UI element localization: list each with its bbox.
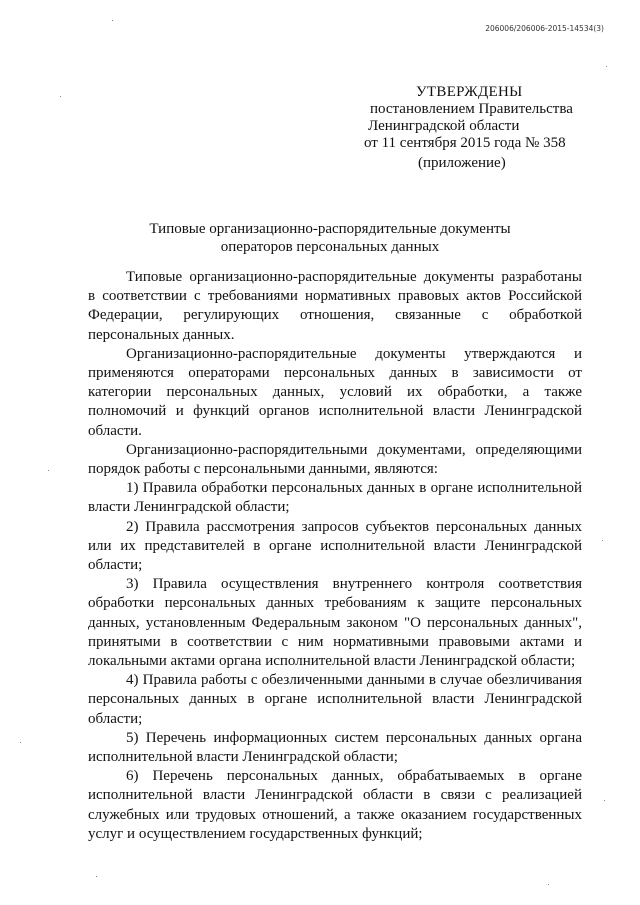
body-paragraph: Организационно-распорядительные документы утверждаются и применяются операторами персональных данных в зависимости от категории персональных данных, условий их обработки, а также полномочий и функций органов исполнительной власти Ленинградской области. xyxy=(88,345,582,439)
approval-line: Ленинградской области xyxy=(368,118,520,134)
approval-note: (приложение) xyxy=(418,155,506,171)
list-item: 2) Правила рассмотрения запросов субъектов персональных данных или их представителей в органе исполнительной власти Ленинградской области; xyxy=(88,518,582,574)
list-item: 1) Правила обработки персональных данных в органе исполнительной власти Ленинградской области; xyxy=(88,480,582,516)
list-item: 6) Перечень персональных данных, обрабатываемых в органе исполнительной власти Ленинградской области в связи с реализацией служебных или трудовых отношений, а также оказанием государственных услуг и осуществлением государственных функций; xyxy=(88,768,582,842)
approval-date: от 11 сентября 2015 года № 358 xyxy=(364,135,566,151)
document-body xyxy=(88,268,582,844)
list-item: 4) Правила работы с обезличенными данными в случае обезличивания персональных данных в органе исполнительной власти Ленинградской области; xyxy=(88,672,582,727)
body-paragraph: Типовые организационно-распорядительные документы разработаны в соответствии с требованиями нормативных правовых актов Российской Федерации, регулирующих отношения, связанные с обработкой персональных данных. xyxy=(88,269,582,343)
body-paragraph: Организационно-распорядительными документами, определяющими порядок работы с персональными данными, являются: xyxy=(88,441,582,478)
document-id: 206006/206006-2015-14534(3) xyxy=(485,24,604,33)
approval-title: УТВЕРЖДЕНЫ xyxy=(416,84,523,100)
list-item: 3) Правила осуществления внутреннего контроля соответствия обработки персональных данных требованиям к защите персональных данных, установленным Федеральным законом "О персональных данных", принятыми в соответствии с ним нормативными правовыми актами и локальными актами органа исполнительной власти Ленинградской области; xyxy=(88,576,582,670)
document-title xyxy=(80,221,580,256)
list-item: 5) Перечень информационных систем персональных данных органа исполнительной власти Ленинградской области; xyxy=(88,729,582,766)
approval-stamp xyxy=(364,84,604,172)
document-title-line: Типовые организационно-распорядительные документы xyxy=(149,221,511,237)
approval-line: постановлением Правительства xyxy=(370,101,573,117)
document-title-line: операторов персональных данных xyxy=(220,238,440,255)
